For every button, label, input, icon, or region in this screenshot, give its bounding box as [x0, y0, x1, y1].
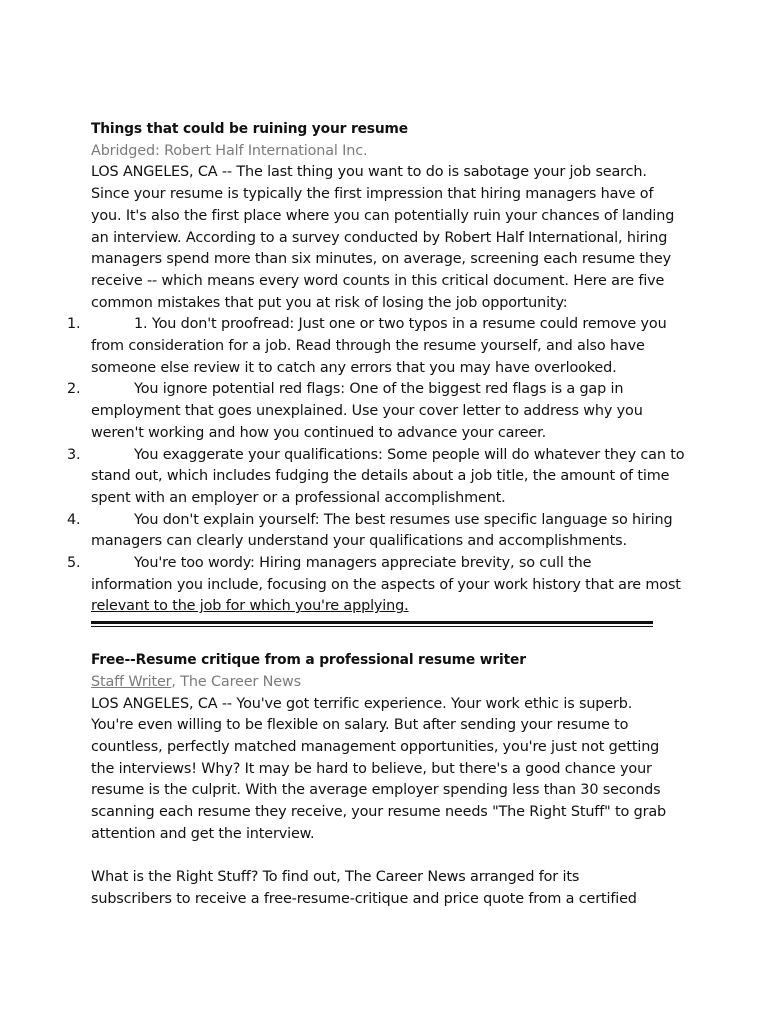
list-item-line: You ignore potential red flags: One of the biggest red flags is a gap in [134, 381, 624, 398]
list-item [67, 314, 691, 379]
article2-line: resume is the culprit. With the average employer spending less than 30 seconds [91, 782, 661, 799]
list-item-line: stand out, which includes fudging the details about a job title, the amount of time [91, 468, 670, 485]
article1-intro-line: managers spend more than six minutes, on average, screening each resume they [91, 251, 671, 268]
article2-paragraph-1 [91, 694, 691, 846]
article1-byline: Abridged: Robert Half International Inc. [91, 142, 368, 159]
article1-intro-line: receive -- which means every word counts in this critical document. Here are five [91, 272, 665, 289]
article2-line: You're even willing to be flexible on salary. But after sending your resume to [91, 717, 629, 734]
list-item-line: 1. You don't proofread: Just one or two typos in a resume could remove you [134, 316, 667, 333]
article1-intro [91, 162, 691, 314]
article1-intro-line: an interview. According to a survey conducted by Robert Half International, hiring [91, 229, 668, 246]
list-item-line: someone else review it to catch any errors that you may have overlooked. [91, 359, 617, 376]
list-item-line: You're too wordy: Hiring managers appreciate brevity, so cull the [134, 555, 592, 572]
list-item [67, 379, 691, 444]
list-item-number: 2. [67, 381, 81, 398]
list-item-line: employment that goes unexplained. Use your cover letter to address why you [91, 403, 643, 420]
article2-line: countless, perfectly matched management opportunities, you're just not getting [91, 738, 660, 755]
list-item-number: 1. [67, 316, 81, 333]
article2-line: LOS ANGELES, CA -- You've got terrific experience. Your work ethic is superb. [91, 695, 633, 712]
list-item-line: spent with an employer or a professional accomplishment. [91, 489, 506, 506]
list-item-line: managers can clearly understand your qualifications and accomplishments. [91, 533, 627, 550]
article1-intro-line: common mistakes that put you at risk of losing the job opportunity: [91, 294, 568, 311]
article2-byline [91, 672, 691, 694]
article2-line: subscribers to receive a free-resume-critique and price quote from a certified [91, 890, 637, 907]
list-item [67, 553, 691, 618]
list-item-line: from consideration for a job. Read through the resume yourself, and also have [91, 338, 645, 355]
document-content [67, 119, 691, 911]
list-item-line: weren't working and how you continued to advance your career. [91, 424, 546, 441]
list-item-line: You exaggerate your qualifications: Some people will do whatever they can to [134, 446, 685, 463]
mistakes-list [67, 314, 691, 618]
article1-title: Things that could be ruining your resume [91, 121, 408, 137]
list-item-line: information you include, focusing on the aspects of your work history that are most [91, 576, 681, 593]
article1-intro-line: you. It's also the first place where you can potentially ruin your chances of landing [91, 207, 675, 224]
list-item-line: You don't explain yourself: The best resumes use specific language so hiring [134, 511, 673, 528]
article2-paragraph-2 [91, 867, 691, 910]
article2-byline-source: , The Career News [171, 673, 301, 690]
article2-line: the interviews! Why? It may be hard to believe, but there's a good chance your [91, 760, 652, 777]
article2-line: scanning each resume they receive, your resume needs "The Right Stuff" to grab [91, 804, 666, 821]
article2-title: Free--Resume critique from a professional resume writer [91, 652, 526, 669]
section-divider [91, 618, 653, 632]
list-item-number: 3. [67, 446, 81, 463]
list-item-number: 5. [67, 555, 81, 572]
article2-line: What is the Right Stuff? To find out, The Career News arranged for its [91, 869, 580, 886]
staff-writer-link[interactable]: Staff Writer [91, 673, 172, 690]
divider-thin-line [91, 626, 653, 627]
list-item-line: relevant to the job for which you're applying. [91, 598, 409, 615]
article1-intro-line: LOS ANGELES, CA -- The last thing you want to do is sabotage your job search. [91, 164, 647, 181]
list-item-number: 4. [67, 511, 81, 528]
list-item [67, 510, 691, 553]
article2-line: attention and get the interview. [91, 825, 315, 842]
divider-thick-line [91, 621, 653, 624]
list-item [67, 445, 691, 510]
article1-intro-line: Since your resume is typically the first impression that hiring managers have of [91, 186, 654, 203]
